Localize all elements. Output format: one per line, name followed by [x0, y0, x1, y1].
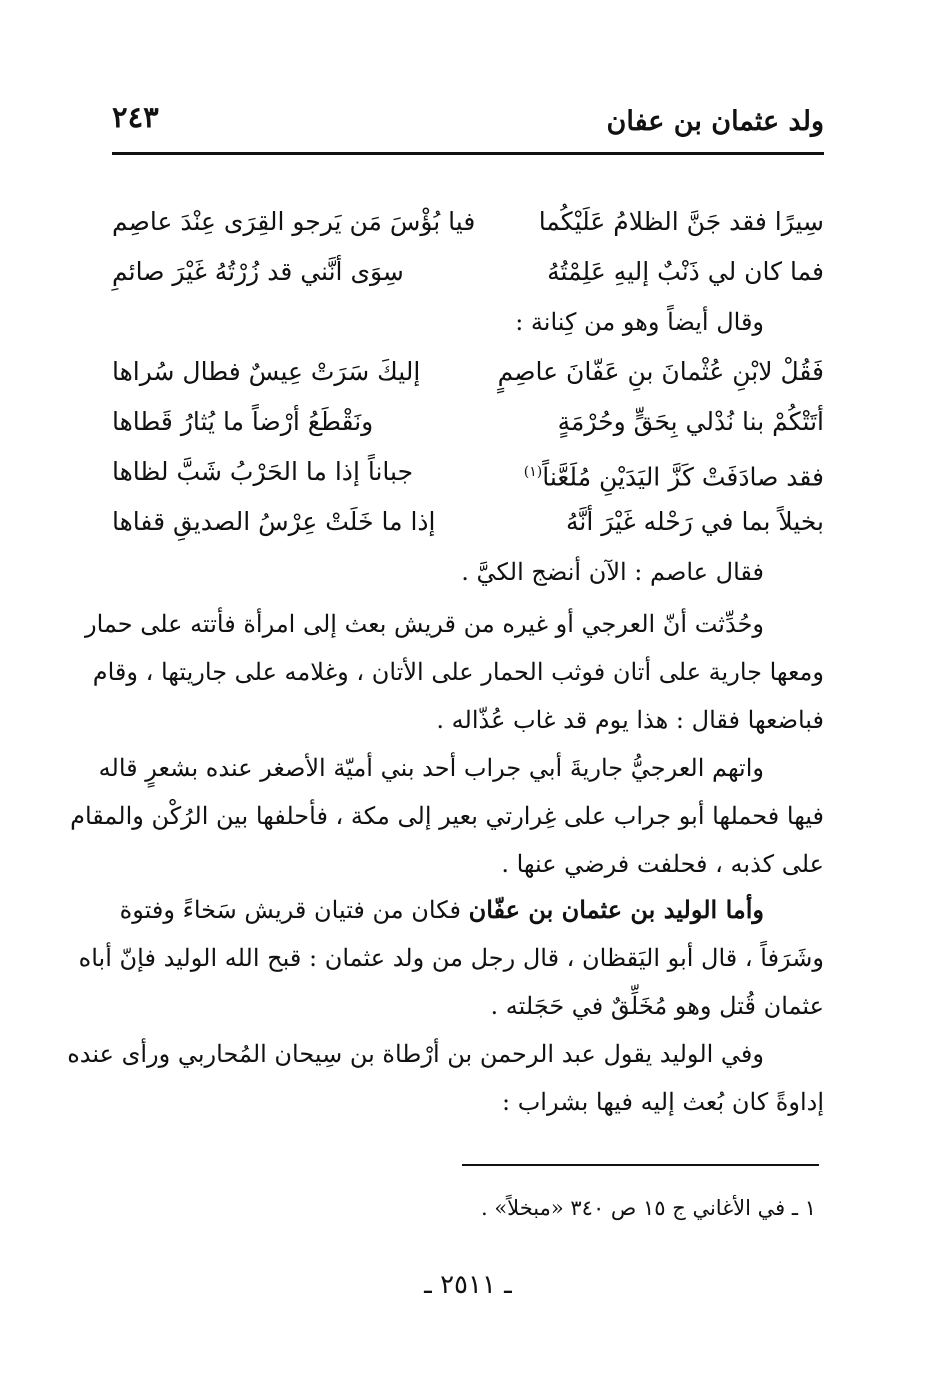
paragraph-line: وحُدِّثت أنّ العرجي أو غيره من قريش بعث إلى امرأة فأتته على حمار	[84, 610, 764, 638]
paragraph-line: فقال عاصم : الآن أنضج الكيَّ .	[461, 558, 764, 586]
footnote: ١ ـ في الأغاني ج ١٥ ص ٣٤٠ «مبخلاً» .	[480, 1196, 816, 1220]
paragraph-line	[112, 888, 824, 932]
page-number: ٢٤٣	[112, 100, 159, 134]
page-header	[112, 96, 824, 155]
paragraph-line: إداوةً كان بُعث إليه فيها بشراب :	[501, 1088, 824, 1116]
verse-second-hemistich: فيا بُؤْسَ مَن يَرجو القِرَى عِنْدَ عاصِم	[112, 207, 476, 236]
paragraph-text: فكان من فتيان قريش سَخاءً وفتوة	[119, 896, 469, 924]
running-title: ولد عثمان بن عفان	[606, 106, 824, 137]
paragraph-line: على كذبه ، فحلفت فرضي عنها .	[501, 850, 824, 878]
verse-first-hemistich: أتَتْكُمْ بنا نُدْلي بِحَقٍّ وحُرْمَةٍ	[557, 407, 824, 436]
verse-first-hemistich: فَقُلْ لابْنِ عُثْمانَ بنِ عَفّانَ عاصِمٍ	[497, 357, 824, 386]
verse-second-hemistich: ونَقْطَعُ أرْضاً ما يُثارُ قَطاها	[112, 407, 374, 436]
paragraph-line: فيها فحملها أبو جراب على غِرارتي بعير إلى مكة ، فأحلفها بين الرُكْن والمقام	[70, 802, 824, 830]
verse-first-hemistich	[524, 450, 824, 499]
verse-line	[112, 250, 824, 300]
verse-second-hemistich: إذا ما خَلَتْ عِرْسُ الصديقِ قفاها	[112, 507, 436, 536]
verse-first-hemistich: فما كان لي ذَنْبٌ إليهِ عَلِمْتُهُ	[547, 257, 824, 286]
section-lead: وأما الوليد بن عثمان بن عفّان	[468, 895, 764, 924]
paragraph-line: وفي الوليد يقول عبد الرحمن بن أرْطاة بن سِيحان المُحاربي ورأى عنده	[67, 1040, 764, 1068]
verse-second-hemistich: سِوَى أنَّني قد زُرْتُهُ غَيْرَ صائمِ	[112, 257, 404, 286]
verse-line	[112, 200, 824, 250]
folio-number: ـ ٢٥١١ ـ	[424, 1270, 512, 1300]
verse-line	[112, 500, 824, 550]
paragraph-line: وشَرَفاً ، قال أبو اليَقظان ، قال رجل من ولد عثمان : قبح الله الوليد فإنّ أباه	[78, 944, 824, 972]
verse-line	[112, 450, 824, 500]
paragraph-line: عثمان قُتل وهو مُخَلِّقٌ في حَجَلته .	[490, 992, 824, 1020]
verse-text: فقد صادَفَتْ كَزَّ اليَدَيْنِ مُلَعَّناً	[542, 462, 824, 492]
verse-first-hemistich: سِيرًا فقد جَنَّ الظلامُ عَلَيْكُما	[538, 207, 824, 236]
footnote-divider	[462, 1164, 819, 1166]
verse-second-hemistich: جباناً إذا ما الحَرْبُ شَبَّ لظاها	[112, 457, 414, 486]
verse-first-hemistich: بخيلاً بما في رَحْله غَيْرَ أنَّهُ	[565, 507, 824, 536]
intro-line: وقال أيضاً وهو من كِنانة :	[515, 308, 764, 336]
verse-line	[112, 350, 824, 400]
verse-second-hemistich: إليكَ سَرَتْ عِيسٌ فطال سُراها	[112, 357, 421, 386]
footnote-marker: (١)	[523, 464, 543, 480]
paragraph-line: ومعها جارية على أتان فوثب الحمار على الأتان ، وغلامه على جاريتها ، وقام	[92, 658, 824, 686]
paragraph-line: واتهم العرجيُّ جاريةَ أبي جراب أحد بني أميّة الأصغر عنده بشعرٍ قاله	[98, 754, 764, 782]
paragraph-line: فباضعها فقال : هذا يوم قد غاب عُذّاله .	[436, 706, 824, 734]
verse-line	[112, 400, 824, 450]
